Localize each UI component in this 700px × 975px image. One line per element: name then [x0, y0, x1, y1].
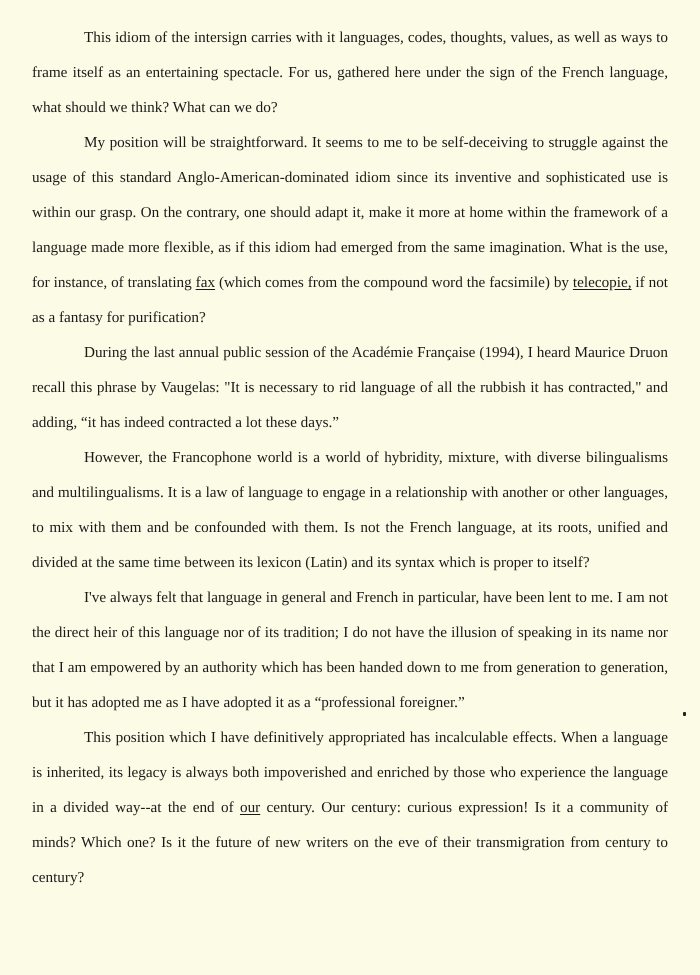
underlined-term: telecopie,	[572, 274, 632, 291]
body-paragraph	[32, 335, 668, 440]
body-paragraph	[32, 720, 668, 895]
paragraph-text: My position will be straightforward. It seems to me to be self-deceiving to struggle against the usage of this standard Anglo-American-dominated idiom since its inventive and sophisticated use is within our grasp. On the contrary, one should adapt it, make it more at home within the framework of a language made more flexible, as if this idiom had emerged from the same imagination. What is the use, for instance, of translating	[32, 134, 668, 291]
paragraph-text: if not as a fantasy for purification?	[32, 274, 669, 326]
underlined-term: our	[239, 799, 261, 816]
underlined-term: fax	[195, 274, 216, 291]
document-page	[32, 20, 668, 895]
paragraph-text: During the last annual public session of the Académie Française (1994), I heard Maurice Druon recall this phrase by Vaugelas: "It is necessary to rid language of all the rubbish it has contracted," and adding, “it has indeed contracted a lot these days.”	[32, 344, 668, 431]
body-paragraph	[32, 440, 668, 580]
body-paragraph	[32, 580, 668, 720]
body-paragraph	[32, 125, 668, 335]
paragraph-text: This idiom of the intersign carries with it languages, codes, thoughts, values, as well as ways to frame itself as an entertaining spectacle. For us, gathered here under the sign of the French language, what should we think? What can we do?	[32, 29, 668, 116]
paragraph-text: century. Our century: curious expression! Is it a community of minds? Which one? Is it the future of new writers on the eve of their transmigration from century to century?	[32, 799, 668, 886]
paragraph-text: I've always felt that language in general and French in particular, have been lent to me. I am not the direct heir of this language nor of its tradition; I do not have the illusion of speaking in its name nor that I am empowered by an authority which has been handed down to me from generation to generation, but it has adopted me as I have adopted it as a “professional foreigner.”	[32, 589, 668, 711]
ink-speck	[683, 712, 686, 716]
body-paragraph	[32, 20, 668, 125]
paragraph-text: (which comes from the compound word the facsimile) by	[215, 274, 573, 291]
paragraph-text: This position which I have definitively appropriated has incalculable effects. When a language is inherited, its legacy is always both impoverished and enriched by those who experience the language in a divided way--at the end of	[32, 729, 668, 816]
paragraph-text: However, the Francophone world is a world of hybridity, mixture, with diverse bilingualisms and multilingualisms. It is a law of language to engage in a relationship with another or other languages, to mix with them and be confounded with them. Is not the French language, at its roots, unified and divided at the same time between its lexicon (Latin) and its syntax which is proper to itself?	[32, 449, 668, 571]
